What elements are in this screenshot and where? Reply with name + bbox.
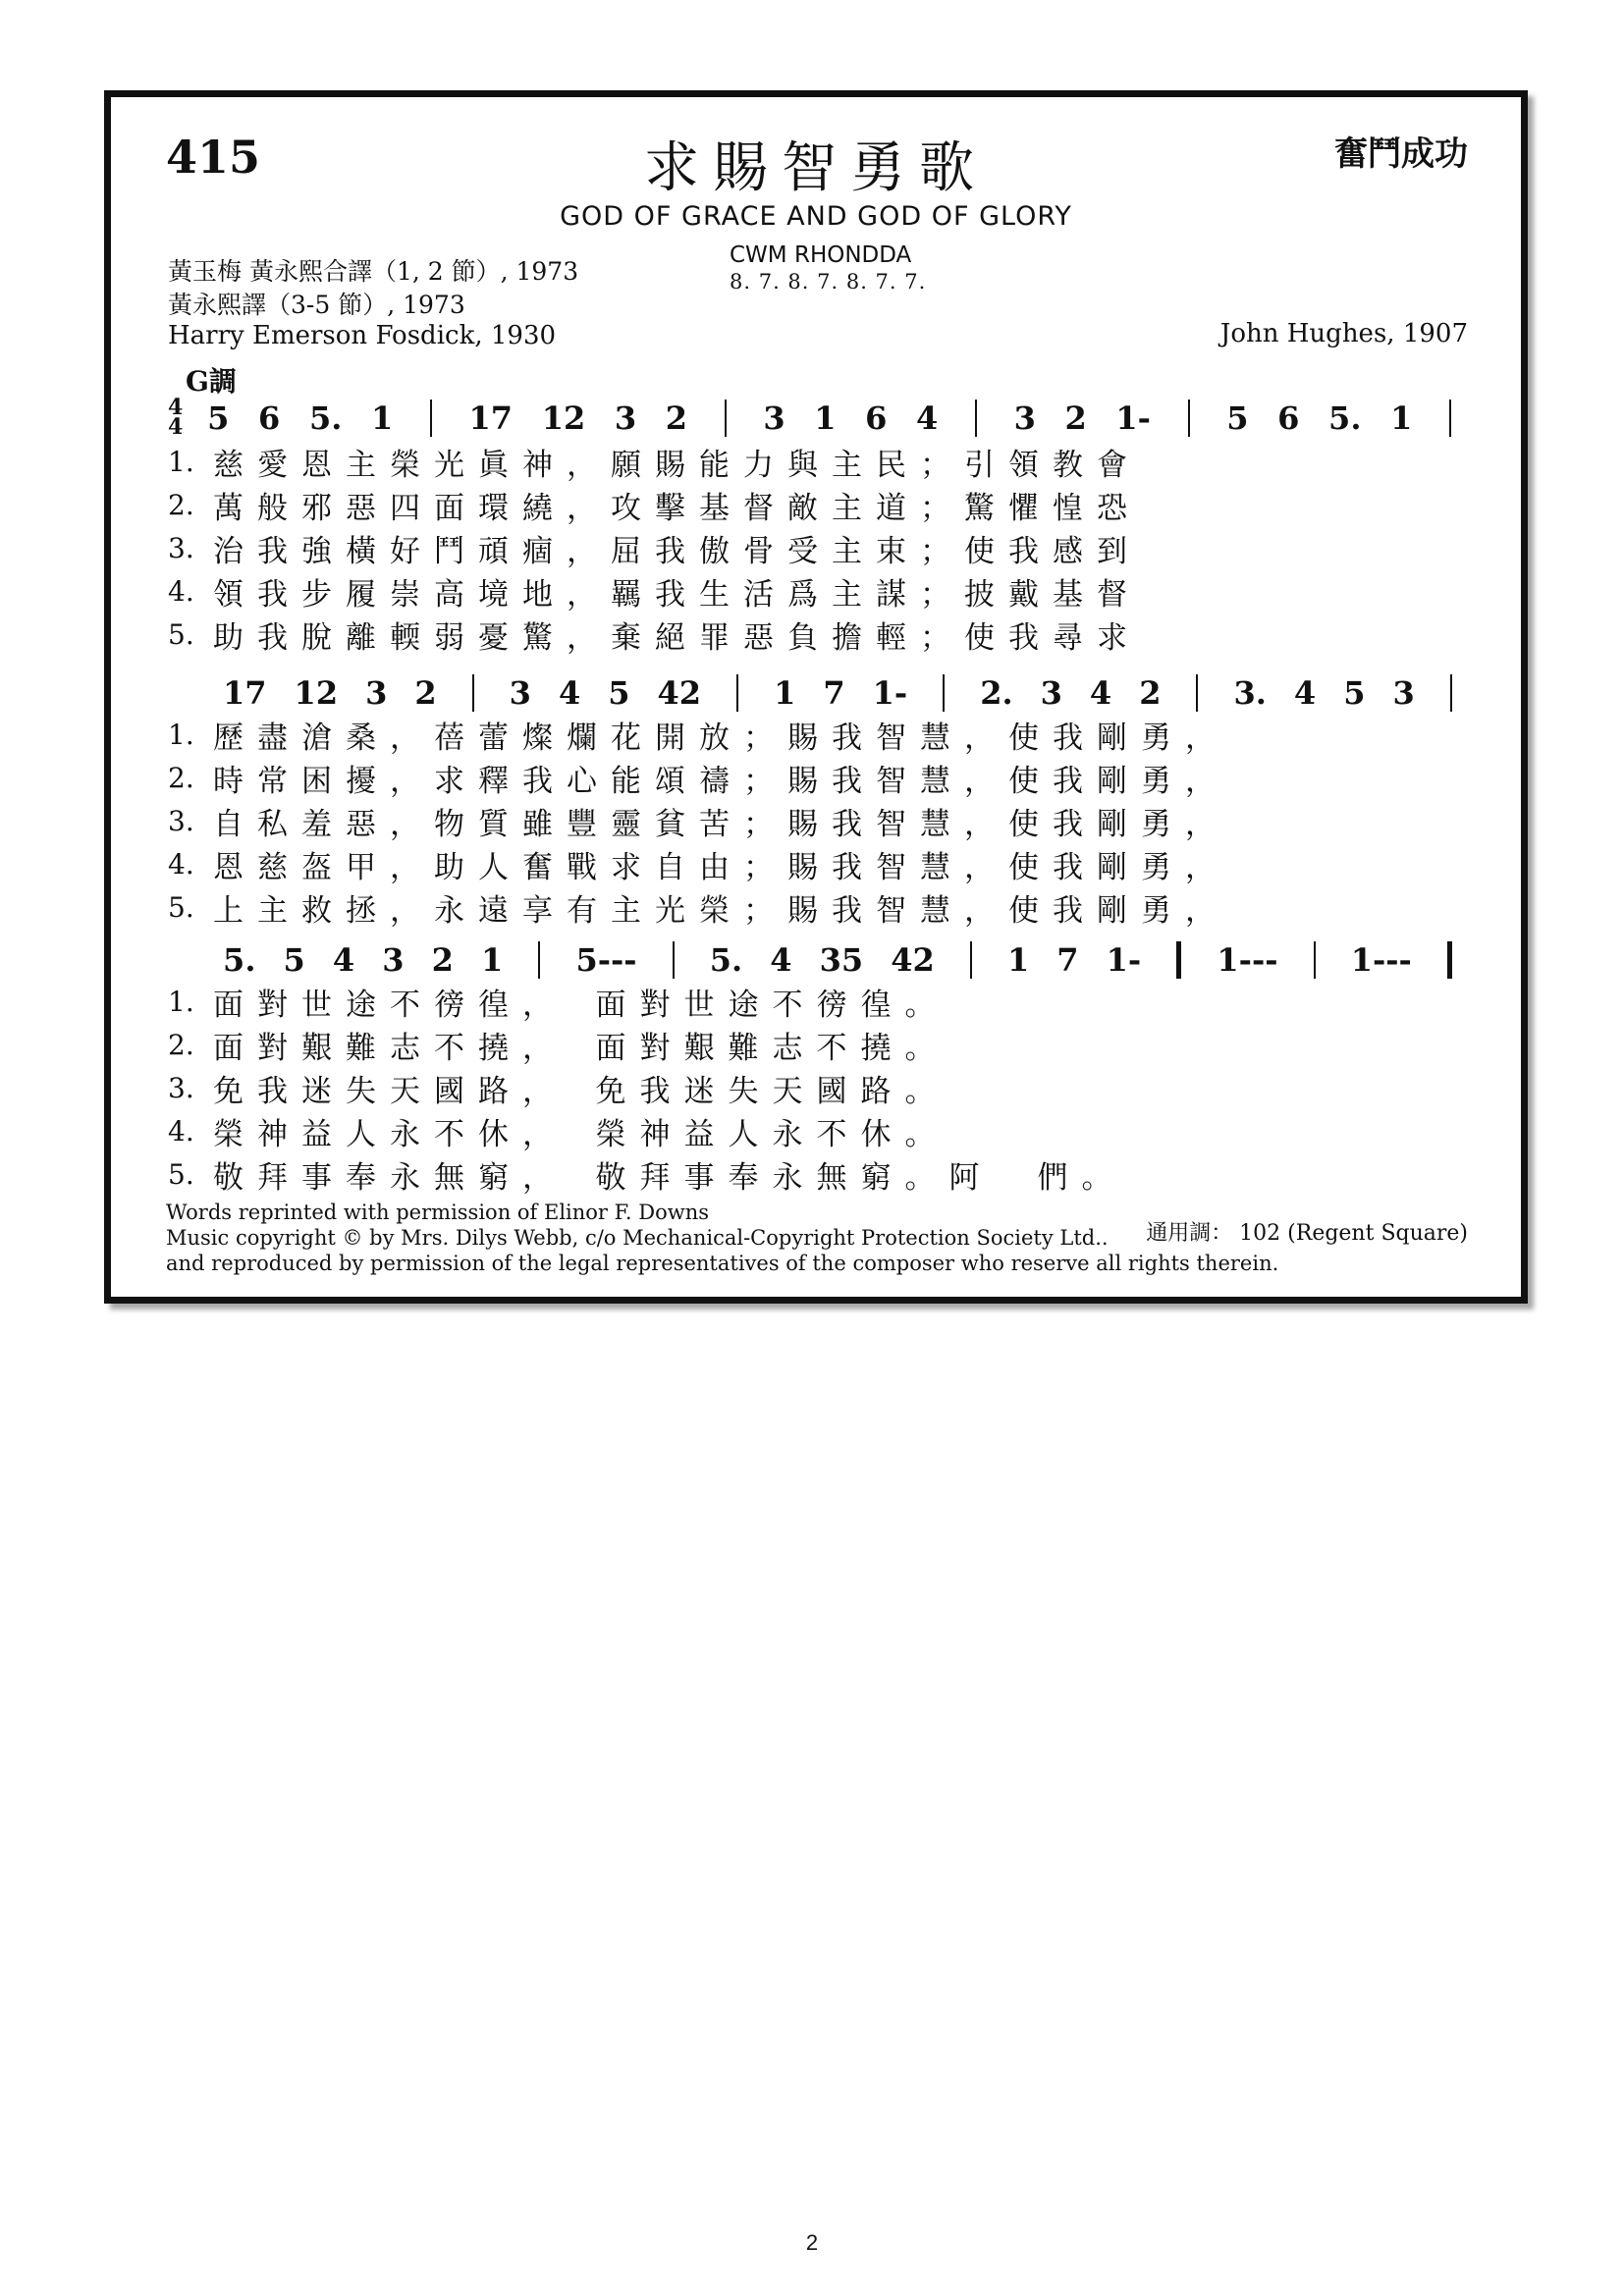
- lyric-line: [168, 484, 1474, 525]
- tune-name: CWM RHONDDA: [730, 242, 912, 268]
- note: 5: [1226, 400, 1249, 437]
- note: 3: [1392, 674, 1415, 712]
- key-signature: G調: [186, 365, 237, 398]
- reproduction-notice: and reproduced by permission of the legal representatives of the composer who reserve all rights therein.: [166, 1252, 1279, 1275]
- lyric-line: [168, 757, 1474, 798]
- barline: [1176, 941, 1181, 979]
- barline: [1314, 941, 1316, 979]
- note: 2.: [980, 674, 1013, 712]
- note: 4: [332, 941, 355, 979]
- lyric-text: 時常困擾，求釋我心能頌禱；賜我智慧，使我剛勇，: [213, 763, 1229, 799]
- note: 5: [608, 674, 630, 712]
- lyric-text: 恩慈盔甲，助人奮戰求自由；賜我智慧，使我剛勇，: [213, 849, 1229, 885]
- verse-number: 2.: [168, 761, 194, 794]
- note: 6: [865, 400, 888, 437]
- note: 6: [1277, 400, 1300, 437]
- note: 4: [916, 400, 939, 437]
- lyric-line: [168, 981, 1474, 1022]
- note: 1: [814, 400, 837, 437]
- note: 5.: [223, 941, 256, 979]
- music-copyright: Music copyright © by Mrs. Dilys Webb, c/o Mechanical-Copyright Protection Society Ltd..: [166, 1226, 1109, 1250]
- time-signature-bottom: 4: [168, 414, 184, 440]
- hymn-title-chinese: 求賜智勇歌: [644, 136, 988, 200]
- note: 12: [541, 400, 586, 437]
- note: 1-: [872, 674, 908, 712]
- note: 3: [763, 400, 785, 437]
- note: 5: [283, 941, 305, 979]
- lyric-text: 治我強橫好鬥頑痼，屈我傲骨受主束；使我感到: [213, 533, 1141, 569]
- verse-number: 5.: [168, 1157, 194, 1191]
- verse-number: 3.: [168, 804, 194, 837]
- note: 1: [1006, 941, 1030, 979]
- barline: [1196, 674, 1198, 712]
- note: 1-: [1115, 400, 1151, 437]
- note: 4: [1089, 674, 1112, 712]
- note: 1: [480, 941, 504, 979]
- lyric-text: 領我步履崇高境地，羈我生活爲主謀；披戴基督: [213, 576, 1141, 613]
- note: 1: [370, 400, 394, 437]
- note: 1: [774, 674, 796, 712]
- note: 5: [207, 400, 230, 437]
- note: 2: [414, 674, 437, 712]
- note: 3: [382, 941, 405, 979]
- note: 7: [823, 674, 845, 712]
- barline: [943, 674, 945, 712]
- notation-line-1: [168, 392, 1474, 440]
- barline: [1450, 674, 1452, 712]
- lyric-text: 免我迷失天國路， 免我迷失天國路。: [213, 1073, 949, 1109]
- lyric-line: [168, 1153, 1474, 1195]
- barline: [1449, 400, 1451, 437]
- barline: [970, 941, 972, 979]
- verse-number: 1.: [168, 445, 194, 478]
- lyric-line: [168, 570, 1474, 612]
- verse-number: 4.: [168, 847, 194, 881]
- note: 5---: [575, 941, 637, 979]
- note: 3: [365, 674, 388, 712]
- hymn-page: [104, 90, 1528, 1304]
- notation-line-3: [209, 934, 1474, 979]
- notation-content: [209, 674, 1474, 712]
- note: 1---: [1217, 941, 1278, 979]
- lyric-text: 面對世途不徬徨， 面對世途不徬徨。: [213, 987, 949, 1023]
- verse-number: 5.: [168, 617, 194, 651]
- translator-credit-1: 黃玉梅 黃永熙合譯（1, 2 節）, 1973: [168, 257, 579, 286]
- words-permission: Words reprinted with permission of Elinor F. Downs: [166, 1201, 710, 1224]
- lyric-text: 萬般邪惡四面環繞，攻擊基督敵主道；驚懼惶恐: [213, 490, 1141, 526]
- lyric-line: [168, 714, 1474, 755]
- verse-number: 1.: [168, 718, 194, 751]
- note: 12: [294, 674, 339, 712]
- note: 4: [558, 674, 581, 712]
- time-signature-top: 4: [168, 395, 184, 420]
- verse-number: 1.: [168, 985, 194, 1018]
- lyric-line: [168, 527, 1474, 568]
- note: 5.: [308, 400, 343, 437]
- barline: [538, 941, 540, 979]
- note: 35: [819, 941, 864, 979]
- note: 3: [614, 400, 637, 437]
- translator-credit-2: 黃永熙譯（3-5 節）, 1973: [168, 291, 465, 319]
- note: 42: [891, 941, 935, 979]
- note: 5: [1343, 674, 1366, 712]
- lyric-text: 上主救拯，永遠享有主光榮；賜我智慧，使我剛勇，: [213, 892, 1229, 929]
- words-author: Harry Emerson Fosdick, 1930: [168, 321, 557, 350]
- lyric-text: 慈愛恩主榮光眞神，願賜能力與主民；引領教會: [213, 447, 1141, 483]
- lyric-text: 榮神益人永不休， 榮神益人永不休。: [213, 1116, 949, 1152]
- lyric-line: [168, 800, 1474, 841]
- hymn-number: 415: [166, 131, 261, 184]
- barline: [472, 674, 474, 712]
- verse-number: 2.: [168, 488, 194, 521]
- lyric-text: 歷盡滄桑，蓓蕾燦爛花開放；賜我智慧，使我剛勇，: [213, 720, 1229, 756]
- note: 6: [258, 400, 281, 437]
- note: 2: [665, 400, 688, 437]
- lyric-line: [168, 441, 1474, 482]
- lyric-line: [168, 1110, 1474, 1151]
- barline: [975, 400, 977, 437]
- verse-number: 5.: [168, 890, 194, 924]
- lyric-text: 敬拜事奉永無窮， 敬拜事奉永無窮。阿 們。: [213, 1159, 1126, 1196]
- notation-line-2: [209, 667, 1474, 712]
- lyric-line: [168, 1024, 1474, 1065]
- note: 1---: [1350, 941, 1412, 979]
- note: 17: [468, 400, 514, 437]
- notation-content: [209, 941, 1474, 979]
- notation-content: [192, 400, 1474, 437]
- barline: [430, 400, 432, 437]
- note: 1: [1390, 400, 1413, 437]
- verse-number: 3.: [168, 1071, 194, 1104]
- note: 7: [1056, 941, 1079, 979]
- verse-number: 4.: [168, 574, 194, 608]
- barline: [725, 400, 727, 437]
- note: 2: [1064, 400, 1087, 437]
- barline: [1188, 400, 1190, 437]
- note: 3: [1013, 400, 1036, 437]
- composer: John Hughes, 1907: [1219, 319, 1468, 348]
- note: 1-: [1106, 941, 1142, 979]
- note: 17: [223, 674, 267, 712]
- lyric-line: [168, 886, 1474, 928]
- barline: [1447, 941, 1452, 979]
- hymn-title-english: GOD OF GRACE AND GOD OF GLORY: [560, 201, 1072, 232]
- lyric-text: 自私羞惡，物質雖豐靈貧苦；賜我智慧，使我剛勇，: [213, 806, 1229, 842]
- common-tune: 通用調： 102 (Regent Square): [1146, 1221, 1468, 1246]
- page-number: 2: [805, 2230, 819, 2255]
- note: 4: [1293, 674, 1317, 712]
- verse-number: 2.: [168, 1028, 194, 1061]
- note: 42: [657, 674, 702, 712]
- note: 3: [1040, 674, 1062, 712]
- note: 5.: [709, 941, 743, 979]
- note: 4: [770, 941, 792, 979]
- barline: [736, 674, 738, 712]
- lyric-line: [168, 843, 1474, 884]
- note: 3: [509, 674, 531, 712]
- time-signature: [168, 395, 184, 440]
- verse-number: 3.: [168, 531, 194, 564]
- lyric-line: [168, 614, 1474, 655]
- verse-number: 4.: [168, 1114, 194, 1148]
- note: 3.: [1233, 674, 1267, 712]
- meter: 8. 7. 8. 7. 8. 7. 7.: [730, 270, 927, 294]
- hymn-category: 奮鬥成功: [1334, 134, 1468, 174]
- lyric-line: [168, 1067, 1474, 1108]
- barline: [673, 941, 675, 979]
- note: 5.: [1328, 400, 1362, 437]
- lyric-text: 助我脫離輭弱憂驚，棄絕罪惡負擔輕；使我尋求: [213, 619, 1141, 656]
- lyric-text: 面對艱難志不撓， 面對艱難志不撓。: [213, 1030, 949, 1066]
- note: 2: [1139, 674, 1162, 712]
- note: 2: [431, 941, 454, 979]
